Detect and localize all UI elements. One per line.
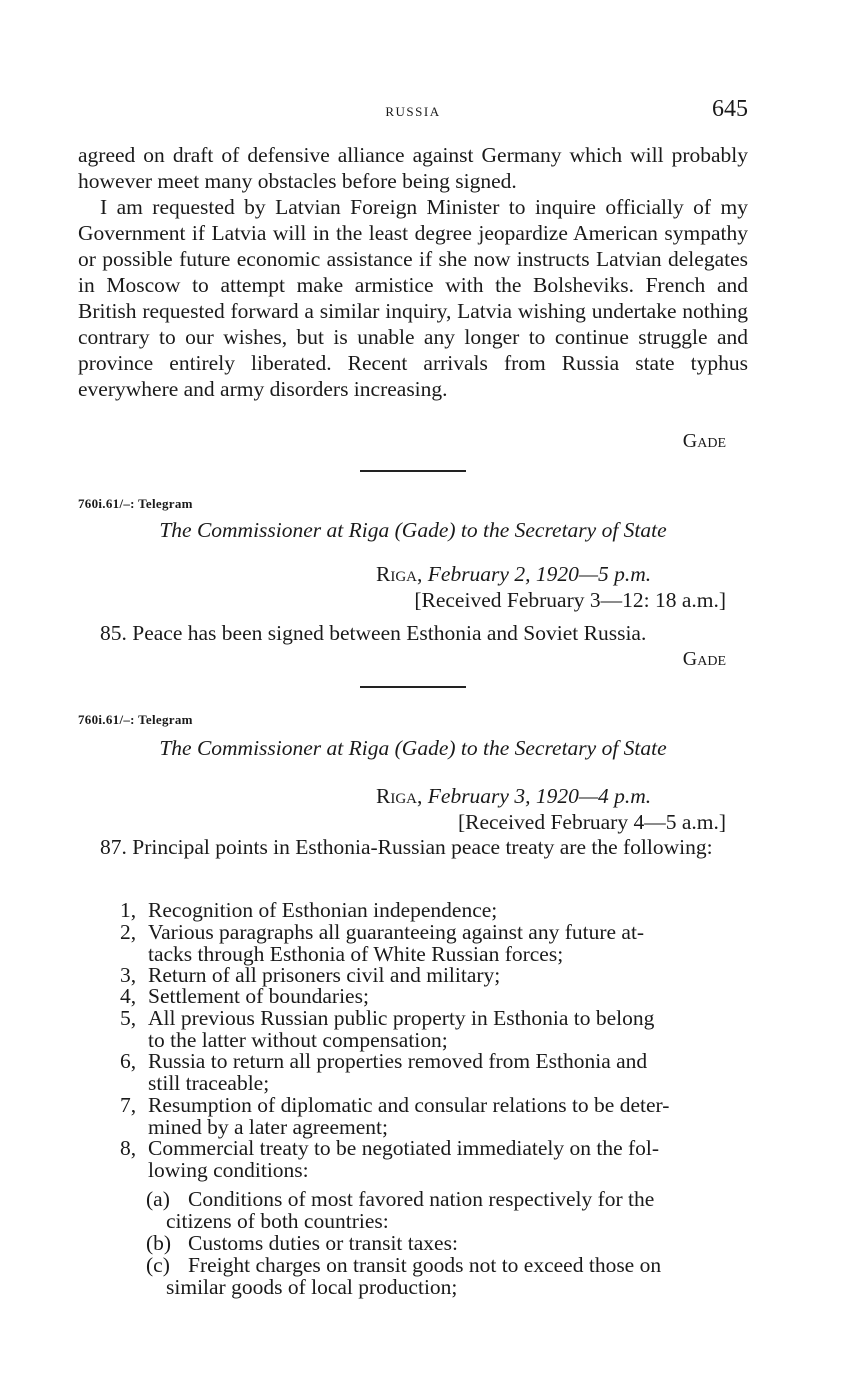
list-item: 4, Settlement of boundaries; <box>120 984 369 1008</box>
page-number: 645 <box>712 96 748 122</box>
list-item: 8, Commercial treaty to be negotiated immediately on the fol- lowing conditions: <box>120 1136 660 1182</box>
list-item: 3, Return of all prisoners civil and military; <box>120 963 501 987</box>
dateline-place: Riga, <box>376 562 423 586</box>
list-item: 7, Resumption of diplomatic and consular relations to be deter- mined by a later agreement; <box>120 1093 670 1139</box>
file-number-1: 760i.61/–: Telegram <box>78 496 193 511</box>
list-item: 1, Recognition of Esthonian independence; <box>120 898 498 922</box>
running-head-title: RUSSIA <box>385 104 441 119</box>
signature-gade-2: Gade <box>682 648 726 670</box>
list-item: 6, Russia to return all properties removed from Esthonia and still traceable; <box>120 1049 648 1095</box>
received-line-2: [Received February 4—5 a.m.] <box>457 810 726 834</box>
paragraph-latvia-inquiry: I am requested by Latvian Foreign Minister to inquire officially of my Government if Latvia will in the least degree jeopardize American sympathy or possible future economic assistance if she now instructs Latvian delegates in Moscow to attempt make armistice with the Bolsheviks. French and British requested forward a similar inquiry, Latvia wishing undertake nothing contrary to our wishes, but is unable any longer to continue struggle and province entirely liberated. Recent arrivals from Russia state typhus everywhere and army disorders increasing. <box>78 195 748 401</box>
treaty-points-list <box>120 0 748 1380</box>
signature-gade-1: Gade <box>682 430 726 452</box>
list-item: (a) Conditions of most favored nation respectively for the citizens of both countries: <box>146 1187 655 1233</box>
telegram-85-body: 85. Peace has been signed between Esthonia and Soviet Russia. <box>100 621 647 645</box>
list-item: (b) Customs duties or transit taxes: <box>146 1231 458 1255</box>
dateline-place: Riga, <box>376 784 423 808</box>
telegram-87-intro: 87. Principal points in Esthonia-Russian peace treaty are the following: <box>100 835 713 859</box>
dateline-date: February 2, 1920—5 p.m. <box>427 562 652 586</box>
received-line-1: [Received February 3—12: 18 a.m.] <box>414 588 726 612</box>
document-heading-1: The Commissioner at Riga (Gade) to the Secretary of State <box>159 518 667 542</box>
document-heading-2: The Commissioner at Riga (Gade) to the Secretary of State <box>159 736 667 760</box>
file-number-2: 760i.61/–: Telegram <box>78 712 193 727</box>
list-item: 2, Various paragraphs all guaranteeing against any future at- tacks through Esthonia of White Russian forces; <box>120 920 645 966</box>
dateline-date: February 3, 1920—4 p.m. <box>427 784 652 808</box>
paragraph-continuation: agreed on draft of defensive alliance against Germany which will probably however meet many obstacles before being signed. <box>78 143 748 193</box>
list-item: 5, All previous Russian public property in Esthonia to belong to the latter without compensation; <box>120 1006 655 1052</box>
list-item: (c) Freight charges on transit goods not to exceed those on similar goods of local production; <box>146 1253 662 1299</box>
